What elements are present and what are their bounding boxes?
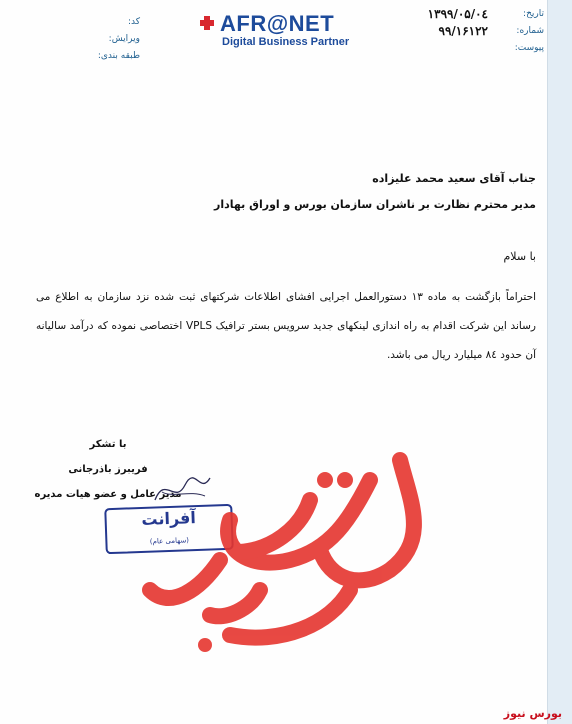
meta-date-value: ۱۳۹۹/۰۵/۰٤ — [427, 7, 488, 21]
letter-body: احتراماً بازگشت به ماده ۱۳ دستورالعمل اجرایی افشای اطلاعات شرکتهای ثبت شده نزد سازمان به اطلاع می رساند این شرکت اقدام به راه اندازی لینکهای جدید سرویس بستر ترافیک VPLS اختصاصی نموده که درآمد سالیانه آن حدود ۸٤ میلیارد ریال می باشد. — [36, 291, 536, 361]
stamp-text: آفرانت — [141, 508, 197, 529]
signer-position: مدیر عامل و عضو هیات مدیره — [34, 489, 182, 500]
logo-plus-icon — [200, 16, 214, 30]
salutation: با سلام — [503, 250, 536, 263]
letter-meta-right — [404, 6, 544, 57]
signer-name: فریبرز باذرجانی — [68, 464, 148, 475]
footer-brand: بورس نیوز — [503, 707, 562, 720]
meta-code-label: کد: — [127, 17, 140, 27]
recipient-title: مدیر محترم نظارت بر ناشران سازمان بورس و اوراق بهادار — [214, 198, 536, 211]
meta-number-row — [404, 23, 544, 40]
meta-classification-label: طبقه بندی: — [97, 51, 140, 61]
meta-revision-label: ویرایش: — [108, 34, 140, 44]
page-edge-stripe — [547, 0, 572, 724]
meta-number-label: شماره: — [516, 26, 544, 36]
company-logo — [200, 12, 370, 52]
recipient-name: جناب آقای سعید محمد علیزاده — [372, 172, 536, 185]
closing: با تشکر — [89, 439, 127, 450]
watermark-logo — [130, 440, 460, 670]
letter-meta-left — [70, 14, 140, 65]
meta-attachment-row — [404, 40, 544, 57]
meta-attachment-label: پیوست: — [514, 43, 544, 53]
logo-tagline: Digital Business Partner — [222, 36, 350, 48]
meta-date-row — [404, 6, 544, 23]
meta-number-value: ۹۹/۱۶۱۲۲ — [438, 24, 488, 38]
recipient-block — [214, 166, 536, 218]
meta-date-label: تاریخ: — [523, 9, 544, 19]
logo-brand: AFR@NET — [220, 11, 335, 36]
stamp-subtext: (سهامی عام) — [149, 536, 190, 546]
